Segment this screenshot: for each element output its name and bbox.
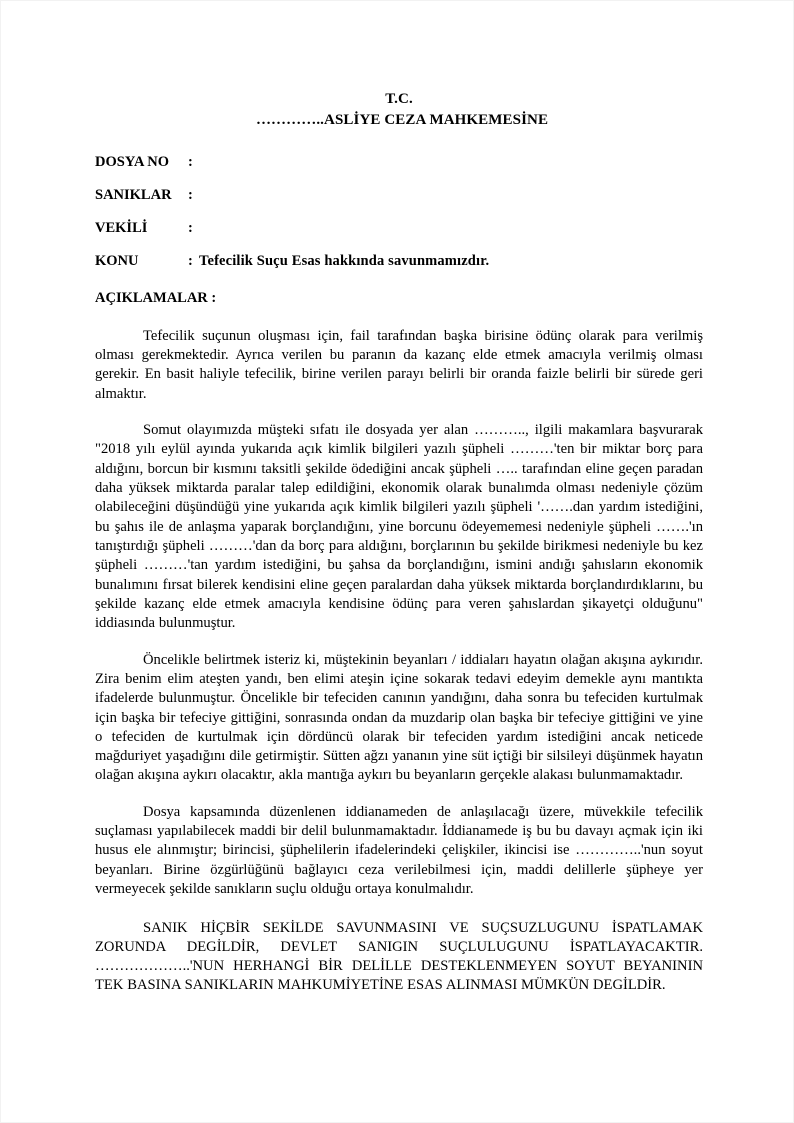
field-value-konu: Tefecilik Suçu Esas hakkında savunmamızdır. [199,252,490,269]
field-colon-saniklar: : [188,186,193,203]
body-paragraph-4: Dosya kapsamında düzenlenen iddianameden de anlaşılacağı üzere, müvekkile tefecilik suçlaması yapılabilecek maddi bir delil bulunmamaktadır. İddianamede iş bu bu davayı açmak için iki husus ele alınmıştır; birincisi, şüphelilerin ifadelerindeki çelişkiler, ikincisi ise …………..'nun soyut beyanları. Birine özgürlüğünü bağlayıcı ceza verilebilmesi için, maddi delillerle şüpheye yer vermeyecek şekilde sanıkların suçlu olduğu ortaya konulmalıdır. [95,803,703,898]
field-row-saniklar [95,187,703,204]
body-paragraph-2: Somut olayımızda müşteki sıfatı ile dosyada yer alan ……….., ilgili makamlara başvurarak "2018 yılı eylül ayında yukarıda açık kimlik bilgileri yazılı şüpheli ………'ten bir miktar borç para aldığını, borcun bir kısmını taksitli şekilde ödediğini ancak şüpheli ….. tarafından eline geçen paradan daha yüksek miktarda paralar talep edildiğini, ekonomik olarak bunalımda olması nedeniyle çözüm olabileceğini düşündüğü yine yukarıda açık kimlik bilgileri yazılı şüpheli '…….dan yardım istediğini, bu şahıs ile de anlaşma yaparak borçlandığını, yine borcunu ödeyememesi nedeniyle şüpheli …….'ın tanıştırdığı şüpheli ………'dan da borç para aldığını, borçlarının bu şekilde birikmesi nedeniyle bu kez şüpheli ………'tan yardım istediğini, bu şahsa da borçlandığını, ismini andığı şahısların ekonomik bunalımını fırsat bilerek kendisini eline geçen paralardan daha yüksek miktarda borçlandırdıklarını, bu şekilde kazanç elde etmek amacıyla kendisine ödünç para veren şahıslardan şikayetçi olduğunu" iddiasında bulunmuştur. [95,421,703,632]
heading-line-tc: T.C. [385,91,413,107]
field-label-vekili: VEKİLİ [95,219,148,236]
field-colon-dosya-no: : [188,153,193,170]
field-label-dosya-no: DOSYA NO [95,153,170,170]
field-colon-konu: : [188,252,193,269]
body-paragraph-1: Tefecilik suçunun oluşması için, fail tarafından başka birisine ödünç olarak para verilmiş olması gerekmektedir. Ayrıca verilen bu paranın da kazanç elde etmek amacıyla verilmiş olması gerekir. En basit haliyle tefecilik, birine verilen parayı belirli bir oranda faizle belirli bir sürede geri almaktır. [95,327,703,402]
field-row-dosya-no [95,154,703,171]
document-content [95,89,703,995]
field-label-konu: KONU [95,252,139,269]
field-row-konu [95,253,703,270]
body-paragraph-3: Öncelikle belirtmek isteriz ki, müştekinin beyanları / iddiaları hayatın olağan akışına aykırıdır. Zira benim elim ateşten yandı, ben elimi ateşin içine sokarak tedavi edeyim demekle aynı mantıkta ifadelerde bulunmuştur. Öncelikle bir tefeciden canının yandığını, daha sonra bu tefeciden kurtulmak için başka bir tefeciye gittiğini, sonrasında ondan da muzdarip olan başka bir tefeciye gittiğini ve yine o tefeciden de kurtulmak için dördüncü olarak bir tefeciden yardım istediğini ancak neticede mağduriyet yaşadığını dile getirmiştir. Sütten ağzı yananın yine süt içtiği bir silsileyi düşünmek hayatın olağan akışına aykırı olacaktır, akla mantığa aykırı bu beyanların gerçekle alakası bulunmamaktadır. [95,651,703,784]
field-colon-vekili: : [188,219,193,236]
field-list [95,154,703,270]
document-heading [95,89,703,132]
heading-line-court: …………..ASLİYE CEZA MAHKEMESİNE [255,112,549,129]
field-label-saniklar: SANIKLAR [95,186,172,203]
document-body [95,327,703,995]
field-row-vekili [95,220,703,237]
section-title-aciklamalar: AÇIKLAMALAR : [95,289,217,306]
body-paragraph-5: SANIK HİÇBİR SEKİLDE SAVUNMASINI VE SUÇSUZLUGUNU İSPATLAMAK ZORUNDA DEGİLDİR, DEVLET SANIGIN SUÇLULUGUNU İSPATLAYACAKTIR. ………………..'NUN HERHANGİ BİR DELİLLE DESTEKLENMEYEN SOYUT BEYANININ TEK BASINA SANIKLARIN MAHKUMİYETİNE ESAS ALINMASI MÜMKÜN DEGİLDİR. [95,920,703,993]
